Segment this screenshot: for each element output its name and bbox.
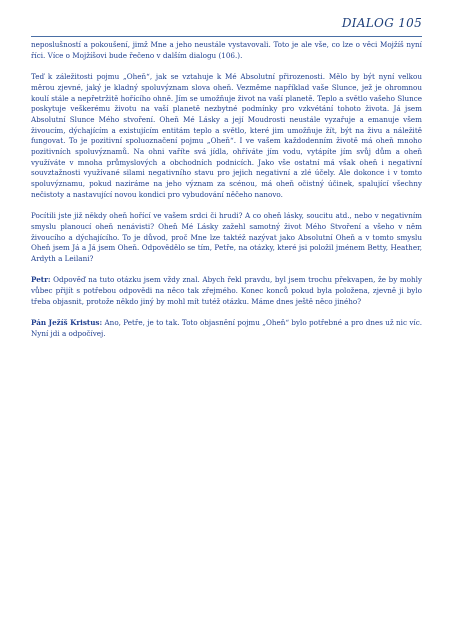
paragraph: Teď k záležitosti pojmu „Oheň“, jak se vztahuje k Mé Absolutní přirozenosti. Mělo by být nyní velkou měrou zjevné, jaký je kladný spoluvýznam slova oheň. Vezměme například vaše Slunce, jež je ohromnou koulí stále a nepřetržitě hořícího ohně. Jím se umožňuje život na vaší planetě. Teplo a světlo vašeho Slunce poskytuje veškerému životu na vaší planetě nezbytné podmínky pro vzkvétání tohoto života. Já jsem Absolutní Slunce Mého stvoření. Oheň Mé Lásky a její Moudrosti neustále vyzařuje a emanuje všem živoucím, dýchajícím a existujícím entitám teplo a světlo, které jim umožňuje žít, být na živu a náležitě fungovat. To je pozitivní spoluoznačení pojmu „Oheň“. I ve vašem každodenním životě má oheň mnoho pozitivních spoluvýznamů. Na ohni vaříte svá jídla, ohříváte jím vodu, vytápíte jím svůj dům a oheň využíváte v mnoha průmyslových a obchodních podnicích. Jako vše ostatní má však oheň i negativní souvztažnosti využívané silami negativního stavu pro jejich negativní a zlé účely. Ale dokonce i v tomto spoluvýznamu, pokud naziráme na jeho význam za scénou, má oheň očistný účinek, spalující všechny nečistoty a nastavující novou kondici pro vybudování něčeho nanovo. <box>31 72 422 199</box>
document-body <box>31 40 422 350</box>
speaker-name: Pán Ježíš Kristus: <box>31 318 103 328</box>
paragraph: Pocítili jste již někdy oheň hořící ve vašem srdci či hrudi? A co oheň lásky, soucitu atd., nebo v negativním smyslu planoucí oheň nenávisti? Oheň Mé Lásky zažehl samotný život Mého Stvoření a všeho v něm živoucího a dýchajícího. To je důvod, proč Mne lze taktéž nazývat jako Absolutní Oheň a v tomto smyslu Oheň jsem Já a Já jsem Oheň. Odpovědělo se tím, Petře, na otázky, které jsi položil jménem Betty, Heather, Ardyth a Leilani? <box>31 211 422 264</box>
header-title: DIALOG 105 <box>341 16 422 30</box>
paragraph: neposlušností a pokoušení, jimž Mne a jeho neustále vystavovali. Toto je ale vše, co lze o věci Mojžíš nyní říci. Více o Mojžíšovi bude řečeno v dalším dialogu (106.). <box>31 40 422 60</box>
dialogue-paragraph <box>31 318 422 339</box>
dialogue-paragraph <box>31 275 422 307</box>
page-header <box>31 14 422 37</box>
speaker-name: Petr: <box>31 275 51 285</box>
speech-text: Ano, Petře, je to tak. Toto objasnění pojmu „Oheň“ bylo potřebné a pro dnes už nic víc. Nyní jdi a odpočívej. <box>31 318 422 338</box>
speech-text: Odpověď na tuto otázku jsem vždy znal. Abych řekl pravdu, byl jsem trochu překvapen, že by mohly vůbec přijít s potřebou odpovědi na něco tak zřejmého. Konec konců pokud byla položena, zjevně ji bylo třeba objasnit, protože někdo jiný by mohl mít tutéž otázku. Máme dnes ještě něco jiného? <box>31 275 422 306</box>
